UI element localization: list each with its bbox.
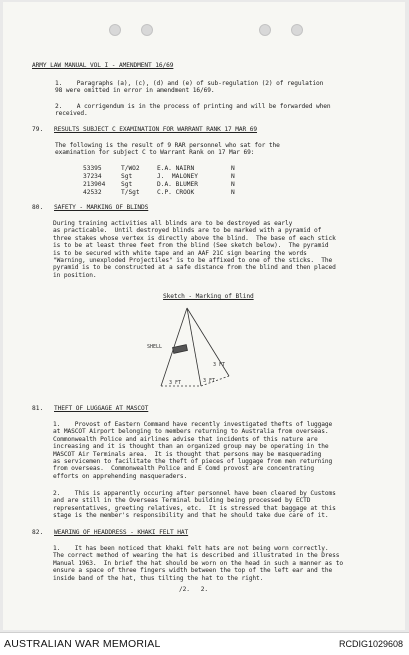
results-rank: T/WO2 (121, 165, 140, 172)
page-marker: /2. 2. (179, 586, 209, 593)
para-77-p1: 1. Paragraphs (a), (c), (d) and (e) of sub-regulation (2) of regulation 98 were omitted in error in amendment 16/69. (55, 80, 324, 95)
results-name: C.P. CROOK (157, 189, 195, 196)
para-82-heading: WEARING OF HEADDRESS - KHAKI FELT HAT (54, 529, 189, 536)
para-80-heading: SAFETY - MARKING OF BLINDS (54, 204, 149, 211)
results-rank: Sgt (121, 181, 133, 188)
results-rank: T/Sgt (121, 189, 140, 196)
punch-hole (141, 24, 153, 36)
para-77-p2: 2. A corrigendum is in the process of printing and will be forwarded when received. (55, 103, 331, 118)
para-81-number: 81. (32, 405, 44, 412)
results-result: N (231, 173, 235, 180)
footer-institution: AUSTRALIAN WAR MEMORIAL (4, 638, 161, 650)
results-rank: Sgt (121, 173, 133, 180)
results-no: 37234 (83, 173, 102, 180)
results-no: 42532 (83, 189, 102, 196)
para-82-number: 82. (32, 529, 44, 536)
footer-record-id: RCDIG1029608 (338, 639, 403, 649)
para-80-body: During training activities all blinds are to be destroyed as early as practicable. Until destroyed blinds are to be marked with a pyramid of three stakes whose vertex is directly above the blind. The base of each stick is to be at least three feet from the blind (See sketch below). The pyramid is to be secured with white tape and an AAF 21C sign bearing the words "Warning, unexploded Projectiles" is to be affixed to one of the sticks. The pyramid is to be constructed at a safe distance from the blind and then placed in position. (53, 220, 336, 279)
para-79-heading: RESULTS SUBJECT C EXAMINATION FOR WARRANT RANK 17 MAR 69 (54, 126, 258, 133)
para-81-p1: 1. Provost of Eastern Command have recently investigated thefts of luggage at MASCOT Airport belonging to members returning to Australia from overseas. Commonwealth Police and airlines advise that incidents of this nature are increasing and it is thought than an organized group may be operating in the MASCOT Air Terminals area. It is thought that persons may be masquerading as servicemen to facilitate the theft of pieces of luggage from men returning from overseas. Commonwealth Police and E Comd provost are concentrating efforts on apprehending masqueraders. (53, 421, 333, 480)
para-77-heading: ARMY LAW MANUAL VOL I - AMENDMENT 16/69 (32, 62, 174, 69)
para-80-number: 80. (32, 204, 44, 211)
punch-hole (259, 24, 271, 36)
para-79-intro: The following is the result of 9 RAR personnel who sat for the examination for subject C to Warrant Rank on 17 Mar 69: (55, 142, 280, 157)
sketch-label-ft: 3 FT (203, 378, 216, 384)
para-82-p1: 1. It has been noticed that khaki felt hats are not being worn correctly. The correct method of wearing the hat is described and illustrated in the Dress Manual 1963. In brief the hat should be worn on the head in such a manner as to ensure a space of three fingers width between the top of the left ear and the inside band of the hat, thus tilting the hat to the right. (53, 545, 344, 582)
results-name: E.A. NAIRN (157, 165, 195, 172)
blind-marking-sketch (143, 302, 243, 394)
results-no: 53395 (83, 165, 102, 172)
results-result: N (231, 181, 235, 188)
document-page (3, 2, 405, 630)
results-name: J. MALONEY (157, 173, 198, 180)
punch-hole (109, 24, 121, 36)
results-name: D.A. BLUMER (157, 181, 198, 188)
sketch-label-ft: 3 FT (213, 362, 226, 368)
archive-footer (0, 632, 409, 655)
punch-hole (291, 24, 303, 36)
para-81-heading: THEFT OF LUGGAGE AT MASCOT (54, 405, 149, 412)
sketch-label-ft: 3 FT (169, 380, 182, 386)
results-result: N (231, 189, 235, 196)
para-79-number: 79. (32, 126, 44, 133)
sketch-label-shell: SHELL (147, 344, 163, 350)
results-result: N (231, 165, 235, 172)
para-81-p2: 2. This is apparently occuring after personnel have been cleared by Customs and are still in the Overseas Terminal building being processed by ECTD representatives, greeting relatives, etc. It is stressed that baggage at this stage is the member's responsibility and that he should take due care of it. (53, 490, 336, 520)
results-no: 213904 (83, 181, 106, 188)
sketch-title: Sketch - Marking of Blind (163, 293, 254, 300)
